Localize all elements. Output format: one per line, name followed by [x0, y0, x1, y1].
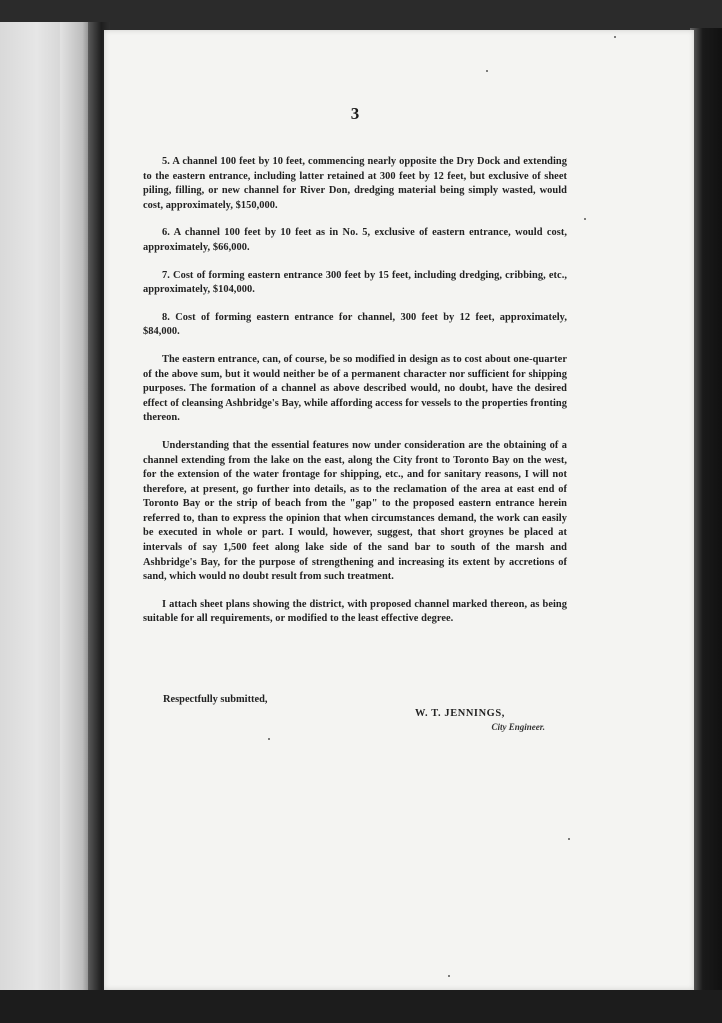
- paragraph-sheet-plans: I attach sheet plans showing the district, with proposed channel marked thereon, as being suitable for all requirements, or modified to the least effective degree.: [143, 598, 567, 625]
- scan-speck: [448, 975, 450, 977]
- paragraph-item-6: 6. A channel 100 feet by 10 feet as in No. 5, exclusive of eastern entrance, would cost, approximately, $66,000.: [143, 227, 567, 253]
- page-number: 3: [350, 104, 360, 123]
- adjacent-page-edge: [0, 22, 92, 1002]
- signature-name: W. T. JENNINGS,: [415, 708, 505, 719]
- paragraph-item-7: 7. Cost of forming eastern entrance 300 feet by 15 feet, including dredging, cribbing, etc., approximately, $104,000.: [143, 269, 567, 296]
- scan-background-bottom: [0, 990, 722, 1023]
- scan-speck: [568, 838, 570, 840]
- paragraph-essential-features: Understanding that the essential features now under consideration are the obtaining of a channel extending from the lake on the east, along the City front to Toronto Bay on the west, for the extension of the water frontage for shipping, etc., and for sanitary reasons, I will not therefore, at present, go further into details, as to the reclamation of the area at east end of Toronto Bay or the strip of beach from the "gap" to the proposed eastern entrance herein referred to, than to express the opinion that when circumstances demand, the work can easily be executed in whole or part. I would, however, suggest, that short groynes be placed at intervals of say 1,500 feet along lake side of the sand bar to south of the marsh and Ashbridge's Bay, for the purpose of strengthening and increasing its extent by accretions of sand, which would no doubt result from such treatment.: [143, 439, 567, 583]
- scan-speck: [486, 70, 488, 72]
- paragraph-item-5: 5. A channel 100 feet by 10 feet, commencing nearly opposite the Dry Dock and extending to the eastern entrance, including latter retained at 300 feet by 12 feet, but exclusive of sheet piling, filling, or new channel for River Don, dredging material being simply wasted, would cost, approximately, $150,000.: [143, 156, 567, 211]
- scan-speck: [614, 36, 616, 38]
- scan-background-right: [690, 28, 722, 1018]
- scan-speck: [268, 738, 270, 740]
- signature-title: City Engineer.: [491, 722, 545, 732]
- closing-line: Respectfully submitted,: [163, 694, 268, 705]
- document-body: [143, 155, 567, 640]
- paragraph-item-8: 8. Cost of forming eastern entrance for channel, 300 feet by 12 feet, approximately, $84,000.: [143, 311, 567, 338]
- scan-speck: [584, 218, 586, 220]
- paragraph-eastern-entrance: The eastern entrance, can, of course, be so modified in design as to cost about one-quarter of the above sum, but it would neither be of a permanent character nor sufficient for shipping purposes. The formation of a channel as above described would, no doubt, have the desired effect of cleansing Ashbridge's Bay, while affording access for vessels to the properties fronting thereon.: [143, 353, 567, 424]
